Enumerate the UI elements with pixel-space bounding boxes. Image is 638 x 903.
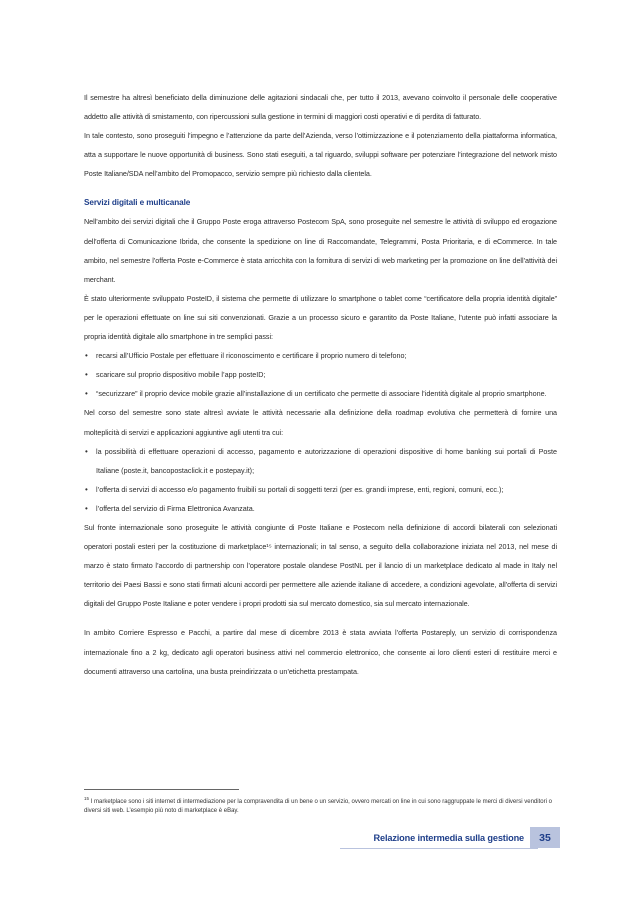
list-item: • scaricare sul proprio dispositivo mobile l’app posteID; [84, 365, 557, 384]
paragraph-it-platform: In tale contesto, sono proseguiti l’impegno e l’attenzione da parte dell’Azienda, verso l’ottimizzazione e il potenziamento della piattaforma informatica, atta a supportare le nuove opportunità di business. Sono stati eseguiti, a tal riguardo, sviluppi software per potenziare l’integrazione del network misto Poste Italiane/SDA nell’ambito del Promopacco, servizio sempre più richiesto dalla clientela. [84, 131, 557, 179]
footnote-number: 15 [84, 796, 90, 801]
page-number: 35 [530, 827, 560, 848]
bullet-icon: • [85, 389, 88, 399]
main-content [84, 88, 557, 681]
paragraph-posteid: È stato ulteriormente sviluppato PosteID, il sistema che permette di utilizzare lo smartphone o tablet come “certificatore della propria identità digitale” per le operazioni effettuate on line sui siti convenzionati. Grazie a un processo sicuro e garantito da Poste Italiane, l’utente può infatti associare la propria identità digitale allo smartphone in tre semplici passi: [84, 293, 557, 342]
footnote-text: I marketplace sono i siti internet di intermediazione per la compravendita di un bene o un servizio, ovvero mercati on line in cui sono raggruppate le merci di diversi venditori o diversi siti web. L’esempio più noto di marketplace è eBay. [84, 799, 552, 814]
list-item: • “securizzare” il proprio device mobile grazie all’installazione di un certificato che permette di associare l’identità digitale al proprio smartphone. [84, 384, 557, 403]
bullet-icon: • [85, 484, 88, 494]
bullet-icon: • [85, 351, 88, 361]
paragraph-digital-services: Nell’ambito dei servizi digitali che il Gruppo Poste eroga attraverso Postecom SpA, sono proseguite nel semestre le attività di sviluppo ed erogazione dell’offerta di Comunicazione Ibrida, che consente la spedizione on line di Raccomandate, Telegrammi, Posta Prioritaria, e di eCommerce. In tale ambito, nel semestre l’offerta Poste e-Commerce è stata arricchita con la fornitura di servizi di web marketing per la promozione on line dell’attività dei merchant. [84, 217, 557, 284]
paragraph-courier: In ambito Corriere Espresso e Pacchi, a partire dal mese di dicembre 2013 è stata avviata l’offerta Postareply, un servizio di corrispondenza internazionale fino a 2 kg, dedicato agli operatori business attivi nel commercio elettronico, che consente ai loro clienti esteri di restituire merci e documenti attraverso una cartolina, una busta preindirizzata o un’etichetta prestampata. [84, 628, 557, 676]
list-item: • la possibilità di effettuare operazioni di accesso, pagamento e autorizzazione di operazioni dispositive di home banking sui portali di Poste Italiane (poste.it, bancopostaclick.it e postepay.it); [84, 442, 557, 480]
footnote [84, 794, 557, 816]
paragraph-strikes: Il semestre ha altresì beneficiato della diminuzione delle agitazioni sindacali che, per tutto il 2013, avevano coinvolto il personale delle cooperative addetto alle attività di smistamento, con ripercussioni sulla gestione in termini di maggiori costi operativi e di perdita di fatturato. [84, 93, 557, 122]
list-item: • l’offerta di servizi di accesso e/o pagamento fruibili su portali di soggetti terzi (per es. grandi imprese, enti, regioni, comuni, ecc.); [84, 480, 557, 499]
paragraph-international: Sul fronte internazionale sono proseguite le attività congiunte di Poste Italiane e Postecom nella definizione di accordi bilaterali con selezionati operatori postali esteri per la costituzione di marketplace¹⁵ internazionali; in tal senso, a seguito della collaborazione iniziata nel 2013, nel mese di marzo è stato firmato l’accordo di partnership con l’operatore postale olandese PostNL per il lancio di un marketplace dedicato al made in Italy nel territorio dei Paesi Bassi e sono stati firmati alcuni accordi per permettere alle aziende italiane di accedere, a condizioni agevolate, all’offerta di servizi digitali del Gruppo Poste Italiane e poter vendere i propri prodotti sia sul mercato domestico, sia sul mercato internazionale. [84, 522, 557, 609]
footer-divider [340, 848, 538, 849]
list-item: • l’offerta del servizio di Firma Elettronica Avanzata. [84, 499, 557, 518]
roadmap-services-list [84, 442, 557, 518]
list-item: • recarsi all’Ufficio Postale per effettuare il riconoscimento e certificare il proprio numero di telefono; [84, 346, 557, 365]
bullet-icon: • [85, 370, 88, 380]
paragraph-roadmap: Nel corso del semestre sono state altresì avviate le attività necessarie alla definizione della roadmap evolutiva che permetterà di fornire una molteplicità di servizi e applicazioni aggiuntive agli utenti tra cui: [84, 408, 557, 437]
bullet-icon: • [85, 503, 88, 513]
page-footer [374, 827, 560, 848]
section-heading: Servizi digitali e multicanale [84, 198, 191, 208]
footnote-divider [84, 789, 239, 790]
posteid-steps-list [84, 346, 557, 403]
footer-title: Relazione intermedia sulla gestione [373, 832, 524, 843]
bullet-icon: • [85, 446, 88, 456]
